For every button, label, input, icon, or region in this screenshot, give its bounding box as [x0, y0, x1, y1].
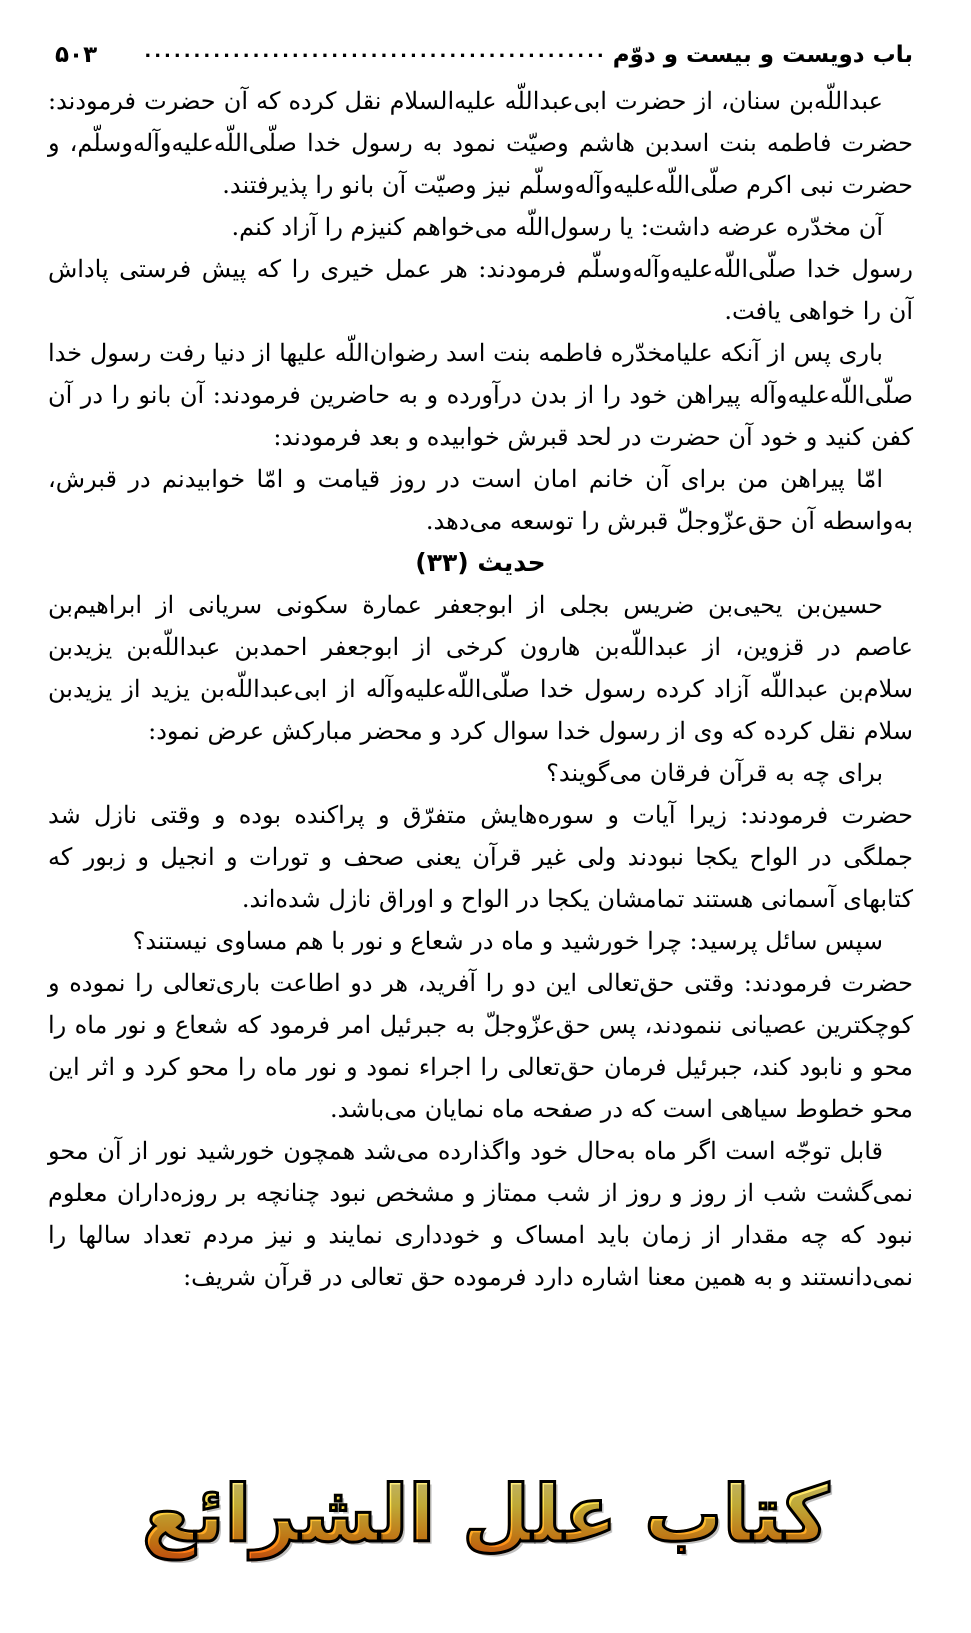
paragraph: امّا پیراهن من برای آن خانم امان است در روز قیامت و امّا خوابیدنم در قبرش، به‌واسطه آن حق‌عزّوجلّ قبرش را توسعه می‌دهد. — [48, 465, 913, 535]
paragraph: باری پس از آنکه علیامخدّره فاطمه بنت اسد رضوان‌اللّه علیها از دنیا رفت رسول خدا صلّی‌اللّه‌علیه‌وآله پیراهن خود را از بدن درآورده و به حاضرین فرمودند: آن بانو را در آن کفن کنید و خود آن حضرت در لحد قبرش خوابیده و بعد فرمودند: — [48, 339, 913, 451]
paragraph: حسین‌بن یحیی‌بن ضریس بجلی از ابوجعفر عمارة سکونی سریانی از ابراهیم‌بن عاصم در قزوین، از عبداللّه‌بن هارون کرخی از ابوجعفر احمدبن عبداللّه‌بن یزیدبن سلام‌بن عبداللّه آزاد کرده رسول خدا صلّی‌اللّه‌علیه‌وآله از ابی‌عبداللّه‌بن یزید از یزیدبن سلام نقل کرده که وی از رسول خدا سوال کرد و محضر مبارکش عرض نمود: — [48, 591, 913, 745]
paragraph: برای چه به قرآن فرقان می‌گویند؟ — [546, 759, 883, 787]
chapter-title: باب دویست و بیست و دوّم — [612, 42, 913, 68]
footer-banner — [0, 1465, 971, 1565]
page-header — [55, 28, 913, 68]
paragraph: قابل توجّه است اگر ماه به‌حال خود واگذارده می‌شد همچون خورشید نور از آن محو نمی‌گشت شب از روز و روز از شب ممتاز و مشخص نبود چنانچه بر روزه‌داران معلوم نبود که چه مقدار از زمان باید امساک و خودداری نمایند و نیز مردم تعداد سالها را نمی‌دانستند و به همین معنا اشاره دارد فرموده حق تعالی در قرآن شریف: — [48, 1137, 914, 1291]
page-body — [48, 80, 913, 1298]
paragraph: سپس سائل پرسید: چرا خورشید و ماه در شعاع و نور با هم مساوی نیستند؟ — [132, 927, 883, 955]
paragraph: رسول خدا صلّی‌اللّه‌علیه‌وآله‌وسلّم فرمودند: هر عمل خیری را که پیش فرستی پاداش آن را خواهی یافت. — [48, 255, 913, 325]
paragraph: حضرت فرمودند: زیرا آیات و سوره‌هایش متفرّق و پراکنده بوده و وقتی نازل شد جملگی در الواح یکجا نبودند ولی غیر قرآن یعنی صحف و تورات و انجیل و زبور که کتابهای آسمانی هستند تمامشان یکجا در الواح و اوراق نازل شده‌اند. — [48, 801, 913, 913]
hadith-heading: حدیث (۳۳) — [415, 548, 546, 577]
paragraph: آن مخدّره عرضه داشت: یا رسول‌اللّه می‌خواهم کنیزم را آزاد کنم. — [231, 213, 883, 241]
leader-dots: ............................................... — [144, 41, 607, 62]
page-number: ۵۰۳ — [55, 42, 98, 68]
book-title-banner: کتاب علل الشرائع — [142, 1465, 829, 1565]
paragraph: عبداللّه‌بن سنان، از حضرت ابی‌عبداللّه علیه‌السلام نقل کرده که آن حضرت فرمودند: حضرت فاطمه بنت اسدبن هاشم وصیّت نمود به رسول خدا صلّی‌اللّه‌علیه‌وآله‌وسلّم، و حضرت نبی اکرم صلّی‌اللّه‌علیه‌وآله‌وسلّم نیز وصیّت آن بانو را پذیرفتند. — [48, 87, 913, 199]
paragraph: حضرت فرمودند: وقتی حق‌تعالی این دو را آفرید، هر دو اطاعت باری‌تعالی را نموده و کوچکترین عصیانی ننمودند، پس حق‌عزّوجلّ به جبرئیل امر فرمود که شعاع و نور ماه را محو و نابود کند، جبرئیل فرمان حق‌تعالی را اجراء نمود و نور ماه را محو کرد و اثر این محو خطوط سیاهی است که در صفحه ماه نمایان می‌باشد. — [48, 969, 914, 1123]
